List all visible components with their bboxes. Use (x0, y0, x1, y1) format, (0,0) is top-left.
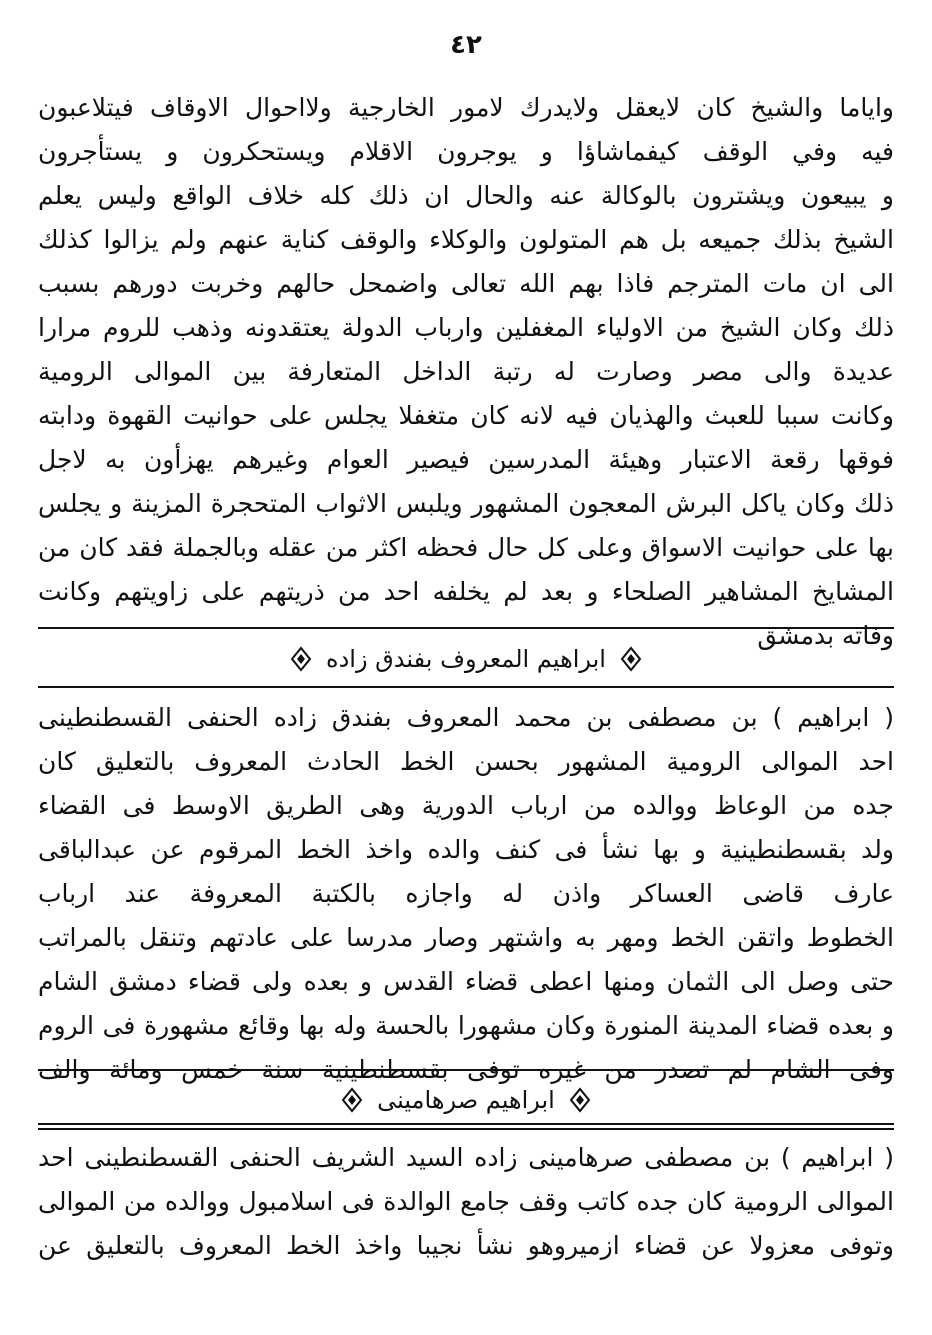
text-line: ذلك وكان ياكل البرش المعجون المشهور ويلبس الاثواب المتحجرة المزينة و يجلس (38, 489, 894, 518)
text-line: الخطوط واتقن الخط ومهر به واشتهر وصار مدرسا على عادتهم وتنقل بالمراتب (38, 923, 894, 952)
text-line: بها على حوانيت الاسواق وعلى كل حال فحظه اكثر من عقله وبالجملة فقد كان من (38, 533, 894, 562)
paragraph-ibrahim-funduq-zade (38, 696, 894, 1092)
paragraph-ibrahim-sarhamini (38, 1136, 894, 1268)
text-line: الى ان مات المترجم فاذا بهم الله تعالى واضمحل حالهم وخربت دورهم بسبب (38, 269, 894, 298)
entry-heading (38, 637, 894, 681)
text-line: فوقها رقعة الاعتبار وهيئة المدرسين فيصير العوام وغيرهم يهزأون به لاجل (38, 445, 894, 474)
ornament-left-icon (341, 1087, 363, 1113)
text-line: وتوفى معزولا عن قضاء ازميروهو نشأ نجيبا واخذ الخط المعروف بالتعليق عن (38, 1231, 894, 1260)
text-line: و يبيعون ويشترون بالوكالة عنه والحال ان ذلك كله خلاف الواقع وليس يعلم (38, 181, 894, 210)
ornament-right-icon (620, 646, 642, 672)
entry-heading (38, 1078, 894, 1122)
text-line: المشايخ المشاهير الصلحاء و بعد لم يخلفه احد من ذريتهم على زاويتهم وكانت (38, 577, 894, 606)
text-line: الموالى الرومية كان جده كاتب وقف جامع الوالدة فى اسلامبول ووالده من الموالى (38, 1187, 894, 1216)
entry-heading-text: ابراهيم المعروف بفندق زاده (326, 645, 606, 673)
entry-heading-text: ابراهيم صرهامينى (377, 1086, 555, 1114)
text-line: احد الموالى الرومية المشهور بحسن الخط الحادث المعروف بالتعليق كان (38, 747, 894, 776)
text-line: الشيخ بذلك جميعه بل هم المتولون والوكلاء والوقف كناية عنهم ولم يزالوا كذلك (38, 225, 894, 254)
text-line: ولد بقسطنطينية و بها نشأ فى كنف والده واخذ الخط المرقوم عن عبدالباقى (38, 835, 894, 864)
section-rule-double (38, 1123, 894, 1125)
text-line: وفى الشام لم تصدر من غيره توفى بقسطنطينية سنة خمس ومائة والف (38, 1055, 894, 1084)
text-line: حتى وصل الى الثمان ومنها اعطى قضاء القدس و بعده ولى قضاء دمشق الشام (38, 967, 894, 996)
text-line: عديدة والى مصر وصارت له رتبة الداخل المتعارفة بين الموالى الرومية (38, 357, 894, 386)
text-line: ذلك وكان الشيخ من الاولياء المغفلين وارباب الدولة يعتقدونه وذهب للروم مرارا (38, 313, 894, 342)
section-rule (38, 1069, 894, 1071)
text-line: وفاته بدمشق (757, 621, 894, 650)
section-rule (38, 686, 894, 688)
ornament-right-icon (569, 1087, 591, 1113)
text-line: عارف قاضى العساكر واذن له واجازه بالكتبة المعروفة عند ارباب (38, 879, 894, 908)
text-line: فيه وفي الوقف كيفماشاؤا و يوجرون الاقلام ويستحكرون و يستأجرون (38, 137, 894, 166)
section-rule (38, 627, 894, 629)
text-line: وكانت سببا للعبث والهذيان فيه لانه كان متغفلا يجلس على حوانيت القهوة ودابته (38, 401, 894, 430)
text-line: و بعده قضاء المدينة المنورة وكان مشهورا بالحسة وله بها وقائع مشهورة فى الروم (38, 1011, 894, 1040)
text-line: ( ابراهيم ) بن مصطفى بن محمد المعروف بفندق زاده الحنفى القسطنطينى (38, 703, 894, 732)
page-number: ٤٢ (450, 30, 482, 60)
text-line: جده من الوعاظ ووالده من ارباب الدورية وهى الطريق الاوسط فى القضاء (38, 791, 894, 820)
paragraph-continuation (38, 86, 894, 658)
text-line: واياما والشيخ كان لايعقل ولايدرك لامور الخارجية ولااحوال الاوقاف فيتلاعبون (38, 93, 894, 122)
ornament-left-icon (290, 646, 312, 672)
text-line: ( ابراهيم ) بن مصطفى صرهامينى زاده السيد الشريف الحنفى القسطنطينى احد (38, 1143, 894, 1172)
